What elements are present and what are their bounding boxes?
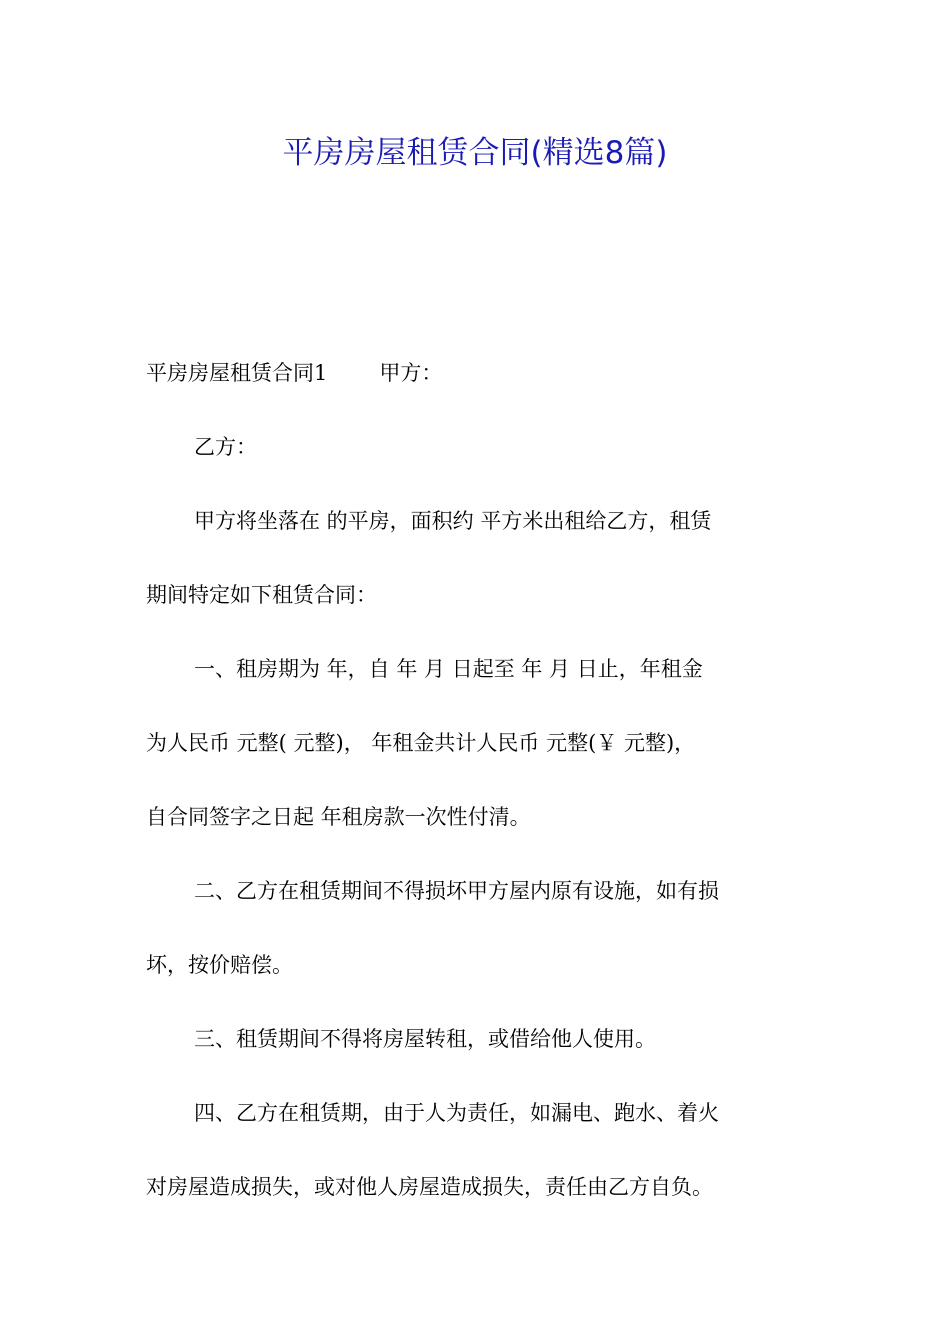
paragraph-line: 坏，按价赔偿。	[146, 953, 293, 977]
paragraph-line: 二、乙方在租赁期间不得损坏甲方屋内原有设施，如有损	[194, 879, 719, 903]
document-body	[146, 336, 808, 1224]
paragraph-5	[146, 1076, 808, 1224]
document-title: 平房房屋租赁合同(精选8篇)	[282, 135, 668, 171]
paragraph-line: 一、租房期为 年，自 年 月 日起至 年 月 日止，年租金	[194, 657, 703, 681]
party-a-label: 甲方：	[379, 361, 443, 385]
paragraph-line: 三、租赁期间不得将房屋转租，或借给他人使用。	[194, 1027, 656, 1051]
contract-heading: 平房房屋租赁合同1	[146, 361, 328, 385]
paragraph-line: 期间特定如下租赁合同：	[146, 583, 377, 607]
paragraph-line: 为人民币 元整( 元整)， 年租金共计人民币 元整(￥ 元整)，	[146, 731, 696, 755]
party-b-line	[146, 410, 808, 484]
paragraph-line: 对房屋造成损失，或对他人房屋造成损失，责任由乙方自负。	[146, 1175, 713, 1199]
paragraph-4	[146, 1002, 808, 1076]
paragraph-line: 四、乙方在租赁期，由于人为责任，如漏电、跑水、着火	[194, 1101, 719, 1125]
contract-heading-line	[146, 336, 808, 410]
paragraph-1	[146, 484, 808, 632]
paragraph-3	[146, 854, 808, 1002]
paragraph-2	[146, 632, 808, 854]
paragraph-line: 自合同签字之日起 年租房款一次性付清。	[146, 805, 531, 829]
party-b-label: 乙方：	[194, 435, 257, 459]
paragraph-line: 甲方将坐落在 的平房，面积约 平方米出租给乙方，租赁	[194, 509, 712, 533]
